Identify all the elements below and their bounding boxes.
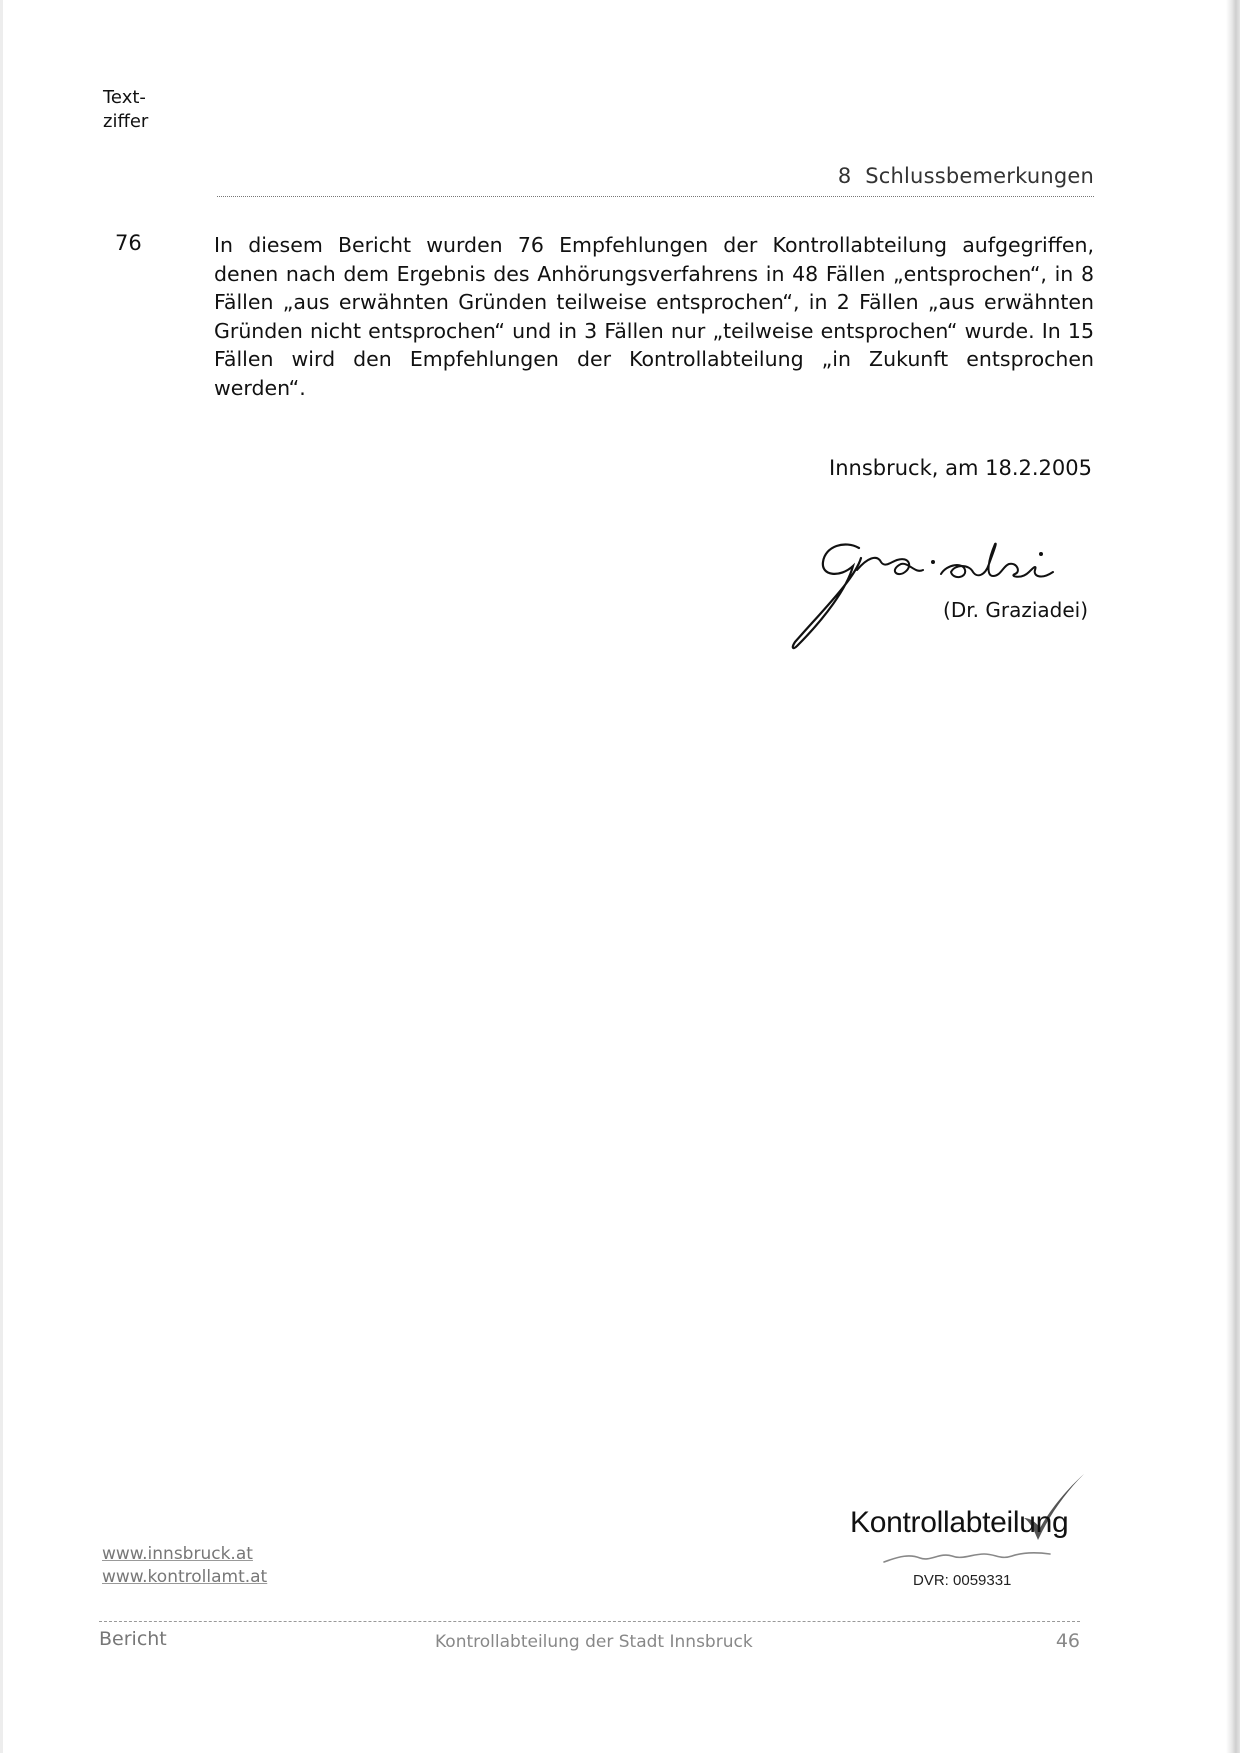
scan-edge-right <box>1226 0 1240 1753</box>
signer-name: (Dr. Graziadei) <box>943 598 1088 622</box>
place-date: Innsbruck, am 18.2.2005 <box>829 456 1092 480</box>
chapter-heading: 8 Schlussbemerkungen <box>837 164 1094 188</box>
body-paragraph: In diesem Bericht wurden 76 Empfehlungen der Kontrollabteilung aufgegriffen, denen nach dem Ergebnis des Anhörungsverfahrens in 48 Fällen „entsprochen“, in 8 Fällen „aus erwähnten Gründen teilweise entsprochen“, in 2 Fällen „aus erwähnten Gründen nicht entsprochen“ und in 3 Fällen nur „teilweise entsprochen“ wurde. In 15 Fällen wird den Empfehlungen der Kontrollabteilung „in Zukunft entsprochen werden“. <box>214 233 1094 400</box>
chapter-divider <box>217 196 1094 197</box>
footer-divider <box>99 1621 1080 1622</box>
footer-organization: Kontrollabteilung der Stadt Innsbruck <box>435 1632 753 1652</box>
brand-name: Kontrollabteilung <box>850 1506 1069 1539</box>
footer-report-label: Bericht <box>99 1628 167 1650</box>
page-number: 46 <box>1055 1630 1080 1652</box>
brand-logo <box>840 1470 1100 1600</box>
squiggle-icon <box>880 1548 1060 1568</box>
link-innsbruck[interactable]: www.innsbruck.at <box>102 1544 253 1564</box>
scan-edge-left <box>0 0 3 1753</box>
dvr-number: DVR: 0059331 <box>913 1572 1012 1589</box>
footer-links <box>102 1543 267 1589</box>
handwritten-signature <box>785 518 1105 672</box>
link-kontrollamt[interactable]: www.kontrollamt.at <box>102 1567 268 1587</box>
text-number: 76 <box>115 231 142 255</box>
margin-label-text: Text- ziffer <box>103 87 149 132</box>
margin-label <box>103 86 148 134</box>
